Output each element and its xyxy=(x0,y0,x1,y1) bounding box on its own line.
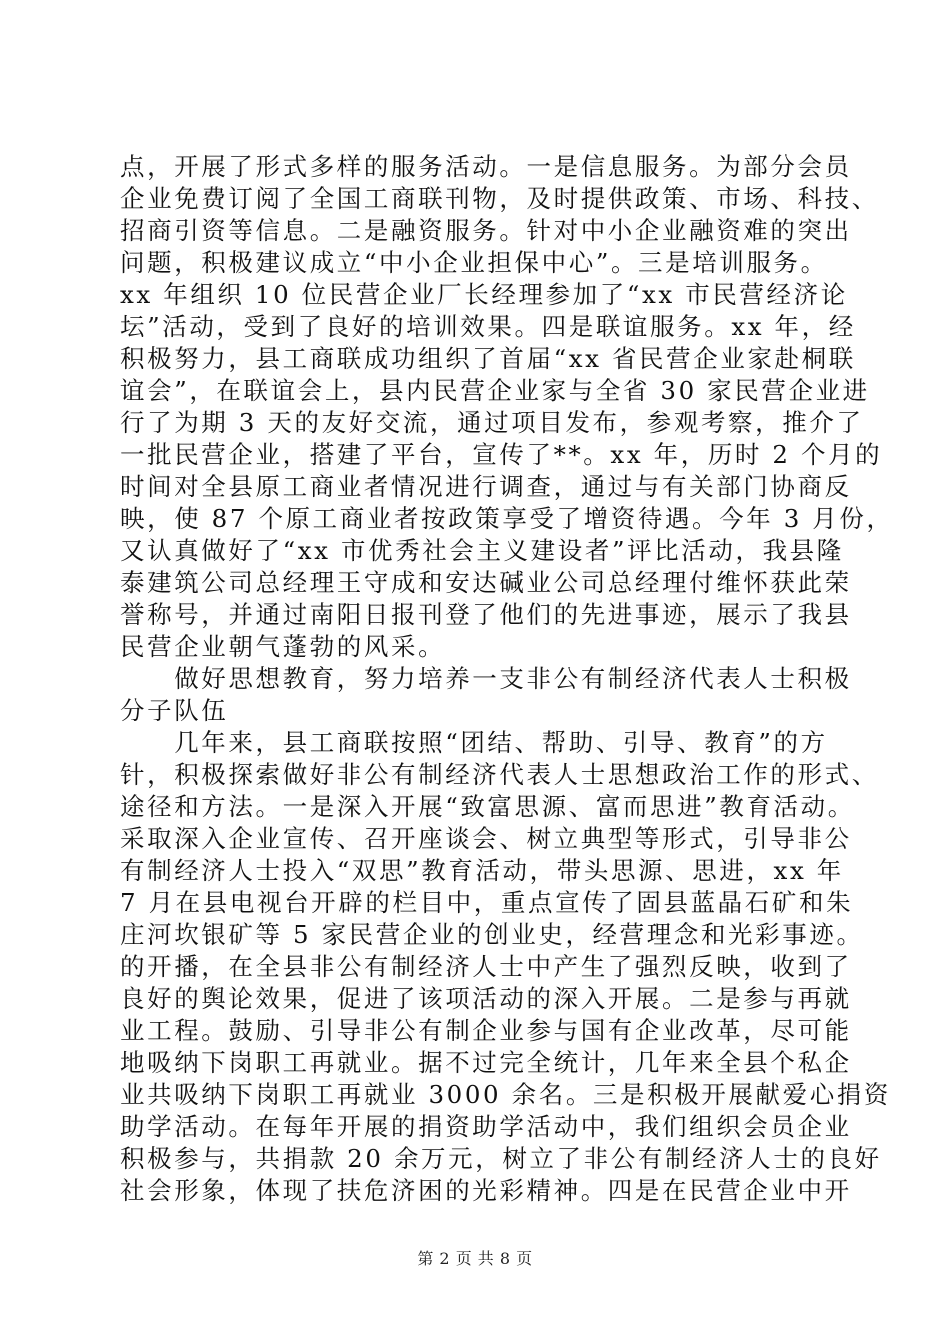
text-line: 有制经济人士投入“双思”教育活动，带头思源、思进，xx 年 xyxy=(120,856,844,885)
text-line: 谊会”，在联谊会上，县内民营企业家与全省 30 家民营企业进 xyxy=(120,376,870,405)
page-footer: 第 2 页 共 8 页 xyxy=(417,1249,533,1268)
text-line: 分子队伍 xyxy=(120,696,229,725)
text-line: 映，使 87 个原工商业者按政策享受了增资待遇。今年 3 月份， xyxy=(120,504,894,533)
text-line: 助学活动。在每年开展的捐资助学活动中，我们组织会员企业 xyxy=(120,1112,852,1141)
text-line: 庄河坎银矿等 5 家民营企业的创业史，经营理念和光彩事迹。 xyxy=(120,920,864,949)
text-line: 一批民营企业，搭建了平台，宣传了**。xx 年，历时 2 个月的 xyxy=(120,440,883,469)
text-line: 业共吸纳下岗职工再就业 3000 余名。三是积极开展献爱心捐资 xyxy=(120,1080,892,1109)
text-line: 泰建筑公司总经理王守成和安达碱业公司总经理付维怀获此荣 xyxy=(120,568,852,597)
document-body xyxy=(120,151,894,1207)
text-line: 企业免费订阅了全国工商联刊物，及时提供政策、市场、科技、 xyxy=(120,184,879,213)
text-line: 地吸纳下岗职工再就业。据不过完全统计，几年来全县个私企 xyxy=(120,1048,852,1077)
text-line: 几年来，县工商联按照“团结、帮助、引导、教育”的方 xyxy=(120,728,828,757)
text-line: 又认真做好了“xx 市优秀社会主义建设者”评比活动，我县隆 xyxy=(120,536,844,565)
text-line: 7 月在县电视台开辟的栏目中，重点宣传了固县蓝晶石矿和朱 xyxy=(120,888,854,917)
text-line: 社会形象，体现了扶危济困的光彩精神。四是在民营企业中开 xyxy=(120,1176,852,1205)
text-line: 点，开展了形式多样的服务活动。一是信息服务。为部分会员 xyxy=(120,152,852,181)
text-line: 做好思想教育，努力培养一支非公有制经济代表人士积极 xyxy=(120,664,852,693)
text-line: 业工程。鼓励、引导非公有制企业参与国有企业改革，尽可能 xyxy=(120,1016,852,1045)
text-line: 坛”活动，受到了良好的培训效果。四是联谊服务。xx 年，经 xyxy=(120,312,856,341)
text-line: 良好的舆论效果，促进了该项活动的深入开展。二是参与再就 xyxy=(120,984,852,1013)
text-line: 时间对全县原工商业者情况进行调查，通过与有关部门协商反 xyxy=(120,472,852,501)
text-line: 采取深入企业宣传、召开座谈会、树立典型等形式，引导非公 xyxy=(120,824,852,853)
text-line: 的开播，在全县非公有制经济人士中产生了强烈反映，收到了 xyxy=(120,952,852,981)
text-line: 招商引资等信息。二是融资服务。针对中小企业融资难的突出 xyxy=(120,216,852,245)
text-line: 民营企业朝气蓬勃的风采。 xyxy=(120,632,446,661)
text-line: xx 年组织 10 位民营企业厂长经理参加了“xx 市民营经济论 xyxy=(120,280,848,309)
text-line: 针，积极探索做好非公有制经济代表人士思想政治工作的形式、 xyxy=(120,760,879,789)
text-line: 誉称号，并通过南阳日报刊登了他们的先进事迹，展示了我县 xyxy=(120,600,852,629)
text-line: 途径和方法。一是深入开展“致富思源、富而思进”教育活动。 xyxy=(120,792,855,821)
text-line: 积极参与，共捐款 20 余万元，树立了非公有制经济人士的良好 xyxy=(120,1144,882,1173)
text-line: 问题，积极建议成立“中小企业担保中心”。三是培训服务。 xyxy=(120,248,828,277)
text-line: 行了为期 3 天的友好交流，通过项目发布，参观考察，推介了 xyxy=(120,408,864,437)
text-line: 积极努力，县工商联成功组织了首届“xx 省民营企业家赴桐联 xyxy=(120,344,856,373)
